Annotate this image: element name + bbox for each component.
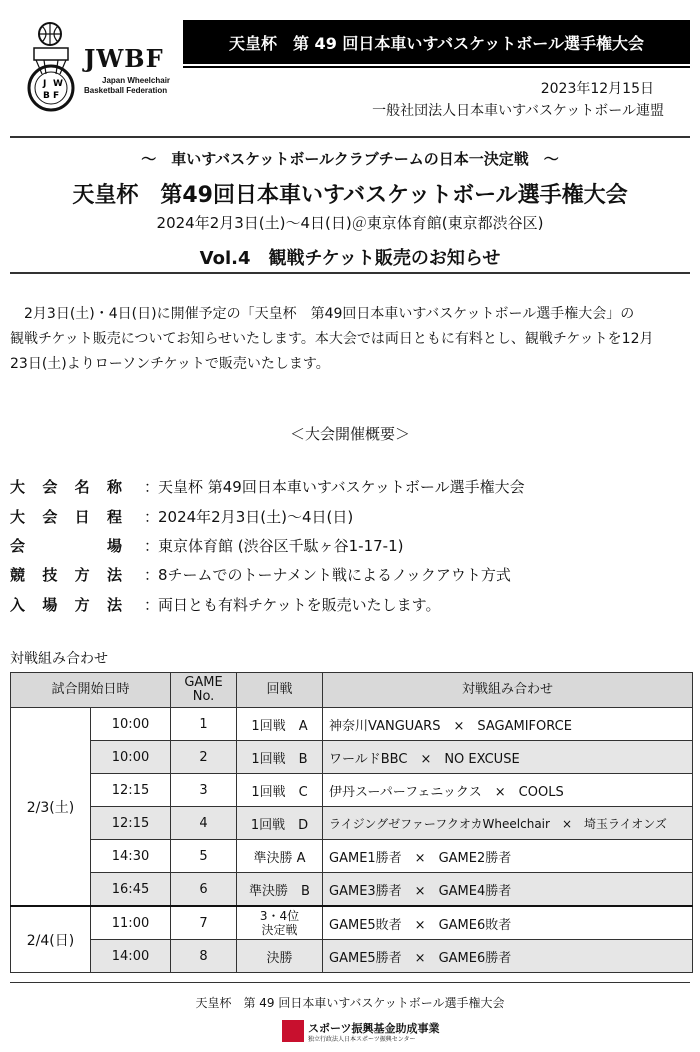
overview-label-char: 名 [74,478,90,496]
jwbf-logo [22,18,182,114]
overview-label-char: 法 [106,596,122,614]
event-banner: 天皇杯 第 49 回日本車いすバスケットボール選手権大会 [183,20,690,64]
logo-subtitle-2: Basketball Federation [84,86,168,95]
table-row [11,873,693,907]
sponsor-name: スポーツ振興基金助成事業 [308,1022,440,1035]
sponsor-logo-icon [282,1020,304,1042]
pairing-cell: GAME3勝者 × GAME4勝者 [323,873,693,907]
pairing-cell: 伊丹スーパーフェニックス × COOLS [323,774,693,807]
notice-heading: Vol.4 観戦チケット販売のお知らせ [199,248,501,269]
intro-line: 2月3日(土)・4日(日)に開催予定の「天皇杯 第49回日本車いすバスケットボール選手権大会」の [10,306,635,322]
header-round: 回戦 [237,673,323,708]
overview-label-char: 方 [74,566,90,584]
pairing-cell: ライジングゼファーフクオカWheelchair × 埼玉ライオンズ [323,807,693,840]
table-row [11,774,693,807]
round-cell: 決勝 [237,940,323,973]
overview-label-char: 競 [10,566,26,584]
game-no-cell: 8 [171,940,237,973]
overview-separator: ： [144,508,160,526]
match-table [10,672,693,973]
table-row [11,807,693,840]
overview-label [10,476,122,497]
pairing-cell: 神奈川VANGUARS × SAGAMIFORCE [323,708,693,741]
time-cell: 12:15 [91,774,171,807]
time-cell: 14:30 [91,840,171,873]
overview-separator: ： [144,478,160,496]
overview-label-char: 会 [42,508,58,526]
game-no-cell: 2 [171,741,237,774]
header-game-no [171,673,237,708]
header-divider [10,136,690,138]
table-row [11,840,693,873]
table-row [11,906,693,940]
issue-date: 2023年12月15日 [540,81,654,97]
overview-item [10,594,690,622]
game-no-cell: 7 [171,906,237,940]
overview-label-char: 大 [10,478,26,496]
overview-label [10,535,122,556]
svg-text:J: J [43,79,47,89]
overview-label [10,506,122,527]
overview-label-char: 入 [10,596,26,614]
overview-item [10,535,690,563]
time-cell: 10:00 [91,741,171,774]
overview-label [10,594,122,615]
page-title: 天皇杯 第49回日本車いすバスケットボール選手権大会 [72,183,628,208]
sponsor-mark [282,1018,442,1044]
header-no: No. [192,689,215,704]
table-header-row [11,673,693,708]
logo-wordmark: JWBF [84,44,164,73]
intro-paragraph [10,302,690,377]
overview-label-char: 方 [74,596,90,614]
logo-subtitle-1: Japan Wheelchair [102,76,171,85]
banner-underline [183,66,690,68]
overview-label-char: 技 [42,566,58,584]
headline-divider [10,272,690,274]
time-cell: 11:00 [91,906,171,940]
overview-separator: ： [144,537,160,555]
overview-label-char: 大 [10,508,26,526]
overview-item [10,506,690,534]
overview-label-char: 法 [106,566,122,584]
overview-label-char: 程 [106,508,122,526]
svg-text:W: W [53,79,63,89]
time-cell: 16:45 [91,873,171,907]
sponsor-subname: 独立行政法人日本スポーツ振興センター [308,1036,416,1043]
intro-line: 23日(土)よりローソンチケットで販売いたします。 [10,356,330,372]
round-line: 3・4位 [259,909,300,923]
round-cell [237,906,323,940]
overview-value: 東京体育館 (渋谷区千駄ヶ谷1-17-1) [158,537,404,555]
pairing-cell: GAME5勝者 × GAME6勝者 [323,940,693,973]
game-no-cell: 5 [171,840,237,873]
overview-label-char: 会 [42,478,58,496]
header-game: GAME [184,675,223,690]
time-cell: 12:15 [91,807,171,840]
overview-item [10,564,690,592]
overview-value: 8チームでのトーナメント戦によるノックアウト方式 [158,566,511,584]
pairing-cell: GAME1勝者 × GAME2勝者 [323,840,693,873]
overview-label-char: 会 [10,537,26,555]
overview-label [10,564,122,585]
table-row [11,741,693,774]
overview-value: 両日とも有料チケットを販売いたします。 [158,596,441,614]
svg-text:B: B [43,91,50,101]
game-no-cell: 4 [171,807,237,840]
intro-line: 観戦チケット販売についてお知らせいたします。本大会では両日ともに有料とし、観戦チケットを12月 [10,331,654,347]
round-cell: 準決勝 B [237,873,323,907]
header-start-time: 試合開始日時 [11,673,171,708]
round-cell: 1回戦 C [237,774,323,807]
table-row [11,708,693,741]
round-cell: 準決勝 A [237,840,323,873]
overview-label-char: 場 [106,537,122,555]
round-cell: 1回戦 B [237,741,323,774]
letterhead [10,8,690,136]
overview-separator: ： [144,566,160,584]
overview-heading: ＜大会開催概要＞ [289,425,410,443]
round-cell: 1回戦 A [237,708,323,741]
time-cell: 10:00 [91,708,171,741]
footer-divider [10,982,690,983]
overview-label-char: 称 [106,478,122,496]
overview-value: 天皇杯 第49回日本車いすバスケットボール選手権大会 [158,478,525,496]
game-no-cell: 3 [171,774,237,807]
event-date-venue: 2024年2月3日(土)～4日(日)＠東京体育館(東京都渋谷区) [156,214,544,232]
round-cell: 1回戦 D [237,807,323,840]
pairing-cell: ワールドBBC × NO EXCUSE [323,741,693,774]
overview-separator: ： [144,596,160,614]
table-row [11,940,693,973]
overview-label-char: 日 [74,508,90,526]
pairing-cell: GAME5敗者 × GAME6敗者 [323,906,693,940]
svg-text:F: F [53,91,60,101]
overview-item [10,476,690,504]
tagline: ～ 車いすバスケットボールクラブチームの日本一決定戦 ～ [141,150,559,168]
time-cell: 14:00 [91,940,171,973]
overview-value: 2024年2月3日(土)～4日(日) [158,508,354,526]
day-cell: 2/3(土) [11,708,91,907]
matches-caption: 対戦組み合わせ [10,651,108,667]
header-pairing: 対戦組み合わせ [323,673,693,708]
game-no-cell: 6 [171,873,237,907]
overview-label-char: 場 [42,596,58,614]
footer-text: 天皇杯 第 49 回日本車いすバスケットボール選手権大会 [195,996,505,1010]
organization-name: 一般社団法人日本車いすバスケットボール連盟 [372,103,664,119]
wheelchair-basketball-icon [22,18,82,114]
round-line: 決定戦 [261,923,298,937]
game-no-cell: 1 [171,708,237,741]
day-cell: 2/4(日) [11,906,91,973]
